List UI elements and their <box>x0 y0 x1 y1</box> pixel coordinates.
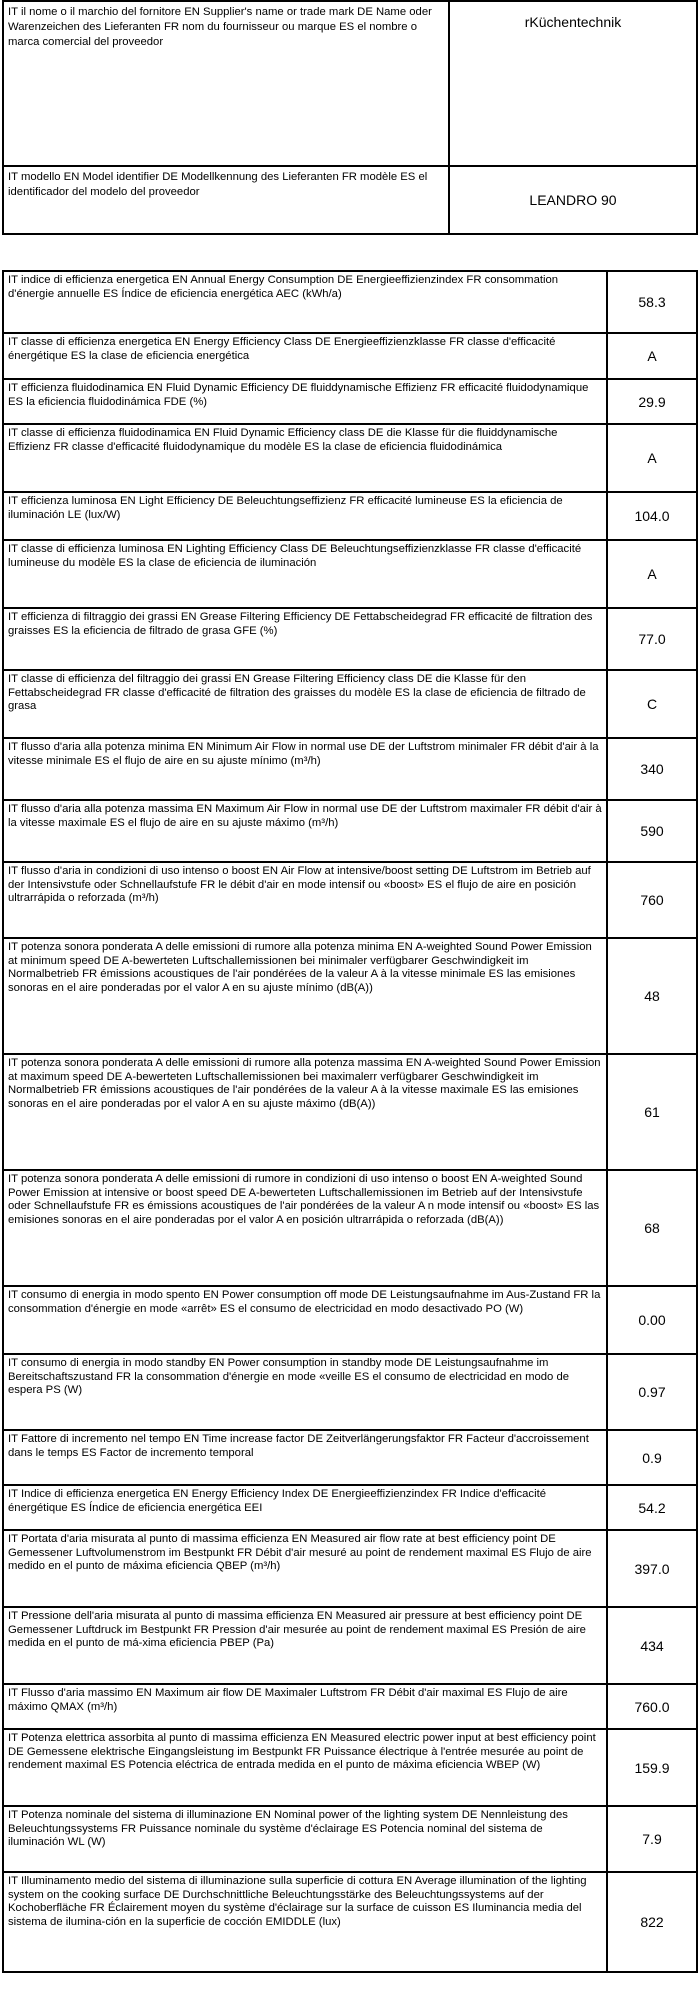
table-row <box>3 333 697 379</box>
row-label: IT Portata d'aria misurata al punto di massima efficienza EN Measured air flow rate at best efficiency point DE Gemessener Luftvolumenstrom im Bestpunkt FR Débit d'air mesuré au point de rendement maximal ES Flujo de aire medido en el punto de máxima eficiencia QBEP (m³/h) <box>3 1530 607 1607</box>
row-value: 760.0 <box>607 1684 697 1729</box>
model-label: IT modello EN Model identifier DE Modellkennung des Lieferanten FR modèle ES el identificador del modelo del proveedor <box>3 166 449 234</box>
model-row <box>3 166 697 234</box>
row-value: 77.0 <box>607 608 697 670</box>
table-row <box>3 862 697 938</box>
row-label: IT flusso d'aria in condizioni di uso intenso o boost EN Air Flow at intensive/boost setting DE Luftstrom im Betrieb auf der Intensivstufe oder Schnellaufstufe FR le débit d'air en mode intensif ou «boost» ES el flujo de aire en posición ultrarrápida o reforzada (m³/h) <box>3 862 607 938</box>
row-value: 58.3 <box>607 271 697 333</box>
table-row <box>3 608 697 670</box>
row-value: A <box>607 540 697 608</box>
row-label: IT Indice di efficienza energetica EN Energy Efficiency Index DE Energieeffizienzindex FR Indice d'efficacité énergétique ES Índice de eficiencia energética EEI <box>3 1485 607 1530</box>
row-label: IT Fattore di incremento nel tempo EN Time increase factor DE Zeitverlängerungsfaktor FR Facteur d'accroissement dans le temps ES Factor de incremento temporal <box>3 1430 607 1485</box>
row-label: IT classe di efficienza luminosa EN Lighting Efficiency Class DE Beleuchtungseffizienzklasse FR classe d'efficacité lumineuse du modèle ES la clase de eficiencia de iluminación <box>3 540 607 608</box>
supplier-info-table <box>2 0 698 235</box>
row-value: C <box>607 670 697 738</box>
model-value: LEANDRO 90 <box>449 166 697 234</box>
table-row <box>3 1684 697 1729</box>
row-value: 48 <box>607 938 697 1054</box>
table-row <box>3 1485 697 1530</box>
row-value: 760 <box>607 862 697 938</box>
table-row <box>3 1729 697 1806</box>
row-value: 159.9 <box>607 1729 697 1806</box>
row-label: IT Pressione dell'aria misurata al punto di massima efficienza EN Measured air pressure at best efficiency point DE Gemessener Luftdruck im Bestpunkt FR Pression d'air mesurée au point de rendement maximal ES Presión de aire medida en el punto de má-xima eficiencia PBEP (Pa) <box>3 1607 607 1684</box>
row-label: IT flusso d'aria alla potenza massima EN Maximum Air Flow in normal use DE der Luftstrom maximaler FR débit d'air à la vitesse maximale ES el flujo de aire en su ajuste máximo (m³/h) <box>3 800 607 862</box>
row-value: 61 <box>607 1054 697 1170</box>
row-label: IT flusso d'aria alla potenza minima EN Minimum Air Flow in normal use DE der Luftstrom minimaler FR débit d'air à la vitesse minimale ES el flujo de aire en su ajuste mínimo (m³/h) <box>3 738 607 800</box>
table-row <box>3 738 697 800</box>
row-label: IT consumo di energia in modo standby EN Power consumption in standby mode DE Leistungsaufnahme im Bereitschaftszustand FR la consommation d'énergie en mode «veille ES el consumo de electricidad en modo de espera PS (W) <box>3 1354 607 1430</box>
row-label: IT Illuminamento medio del sistema di illuminazione sulla superficie di cottura EN Average illumination of the lighting system on the cooking surface DE Durchschnittliche Beleuchtungsstärke des Beleuchtungssystems auf der Kochoberfläche FR Éclairement moyen du système d'éclairage sur la surface de cuisson ES Iluminancia media del sistema de ilumina-ción en la superficie de cocción EMIDDLE (lux) <box>3 1872 607 1972</box>
row-value: 104.0 <box>607 492 697 540</box>
table-row <box>3 492 697 540</box>
table-row <box>3 540 697 608</box>
row-value: 0.9 <box>607 1430 697 1485</box>
row-value: 54.2 <box>607 1485 697 1530</box>
row-value: A <box>607 424 697 492</box>
row-label: IT classe di efficienza del filtraggio dei grassi EN Grease Filtering Efficiency class DE die Klasse für den Fettabscheidegrad FR classe d'efficacité de filtration des graisses du modèle ES la clase de eficiencia de filtrado de grasa <box>3 670 607 738</box>
row-value: 434 <box>607 1607 697 1684</box>
table-row <box>3 424 697 492</box>
table-row <box>3 1354 697 1430</box>
supplier-row <box>3 1 697 166</box>
row-label: IT efficienza luminosa EN Light Efficiency DE Beleuchtungseffizienz FR efficacité lumineuse ES la eficiencia de iluminación LE (lux/W) <box>3 492 607 540</box>
row-label: IT Potenza elettrica assorbita al punto di massima efficienza EN Measured electric power input at best efficiency point DE Gemessene elektrische Eingangsleistung im Bestpunkt FR Puissance électrique à l'entrée mesurée au point de rendement maximal ES Potencia eléctrica de entrada medida en el punto de máxima eficiencia WBEP (W) <box>3 1729 607 1806</box>
row-label: IT potenza sonora ponderata A delle emissioni di rumore alla potenza minima EN A-weighted Sound Power Emission at minimum speed DE A-bewerteten Luftschallemissionen bei minimaler verfügbarer Geschwindigkeit im Normalbetrieb FR émissions acoustiques de l'air pondérées de la valeur A à la vitesse minimale ES las emisiones sonoras en el aire ponderadas por el valor A en su ajuste mínimo (dB(A)) <box>3 938 607 1054</box>
table-row <box>3 670 697 738</box>
row-value: 822 <box>607 1872 697 1972</box>
table-row <box>3 800 697 862</box>
table-row <box>3 271 697 333</box>
table-row <box>3 1530 697 1607</box>
table-row <box>3 1607 697 1684</box>
supplier-value: rKüchentechnik <box>449 1 697 166</box>
row-label: IT efficienza fluidodinamica EN Fluid Dynamic Efficiency DE fluiddynamische Effizienz FR efficacité fluidodynamique ES la eficiencia fluidodinámica FDE (%) <box>3 379 607 424</box>
row-value: 340 <box>607 738 697 800</box>
row-label: IT potenza sonora ponderata A delle emissioni di rumore in condizioni di uso intenso o boost EN A-weighted Sound Power Emission at intensive or boost speed DE A-bewerteten Luftschallemissionen im Betrieb auf der Intensivstufe oder Schnellaufstufe FR es émissions acoustiques de l'air pondérées de la valeur A n mode intensif ou «boost» ES las emisiones sonoras en el aire ponderadas por el valor A en posición ultrarrápida o reforzada (dB(A)) <box>3 1170 607 1286</box>
table-row <box>3 1286 697 1354</box>
row-label: IT Flusso d'aria massimo EN Maximum air flow DE Maximaler Luftstrom FR Débit d'air maximal ES Flujo de aire máximo QMAX (m³/h) <box>3 1684 607 1729</box>
table-row <box>3 1430 697 1485</box>
row-value: 590 <box>607 800 697 862</box>
table-row <box>3 938 697 1054</box>
table-row <box>3 1170 697 1286</box>
table-row <box>3 1806 697 1872</box>
row-value: 397.0 <box>607 1530 697 1607</box>
row-value: 0.97 <box>607 1354 697 1430</box>
product-data-table <box>2 270 698 1973</box>
row-label: IT Potenza nominale del sistema di illuminazione EN Nominal power of the lighting system DE Nennleistung des Beleuchtungssystems FR Puissance nominale du système d'éclairage ES Potencia nominal del sistema de iluminación WL (W) <box>3 1806 607 1872</box>
table-row <box>3 1872 697 1972</box>
row-label: IT classe di efficienza fluidodinamica EN Fluid Dynamic Efficiency class DE die Klasse für die fluiddynamische Effizienz FR classe d'efficacité fluidodynamique du modèle ES la clase de eficiencia fluidodinámica <box>3 424 607 492</box>
table-row <box>3 1054 697 1170</box>
row-label: IT potenza sonora ponderata A delle emissioni di rumore alla potenza massima EN A-weighted Sound Power Emission at maximum speed DE A-bewerteten Luftschallemissionen bei maximalerr verfügbarer Geschwindigkeit im Normalbetrieb FR émissions acoustiques de l'air pondérées de la valeur A à la vitesse maximale ES las emisiones sonoras en el aire ponderadas por el valor A en su ajuste máximo (dB(A)) <box>3 1054 607 1170</box>
row-label: IT indice di efficienza energetica EN Annual Energy Consumption DE Energieeffizienzindex FR consommation d'énergie annuelle ES Índice de eficiencia energética AEC (kWh/a) <box>3 271 607 333</box>
row-value: 29.9 <box>607 379 697 424</box>
table-row <box>3 379 697 424</box>
row-label: IT efficienza di filtraggio dei grassi EN Grease Filtering Efficiency DE Fettabscheidegrad FR efficacité de filtration des graisses ES la eficiencia de filtrado de grasa GFE (%) <box>3 608 607 670</box>
row-label: IT classe di efficienza energetica EN Energy Efficiency Class DE Energieeffizienzklasse FR classe d'efficacité énergétique ES la clase de eficiencia energética <box>3 333 607 379</box>
row-value: 0.00 <box>607 1286 697 1354</box>
row-value: A <box>607 333 697 379</box>
supplier-label: IT il nome o il marchio del fornitore EN Supplier's name or trade mark DE Name oder Warenzeichen des Lieferanten FR nom du fournisseur ou marque ES el nombre o marca comercial del proveedor <box>3 1 449 166</box>
row-value: 7.9 <box>607 1806 697 1872</box>
row-label: IT consumo di energia in modo spento EN Power consumption off mode DE Leistungsaufnahme im Aus-Zustand FR la consommation d'énergie en mode «arrêt» ES el consumo de electricidad en modo desactivado PO (W) <box>3 1286 607 1354</box>
row-value: 68 <box>607 1170 697 1286</box>
